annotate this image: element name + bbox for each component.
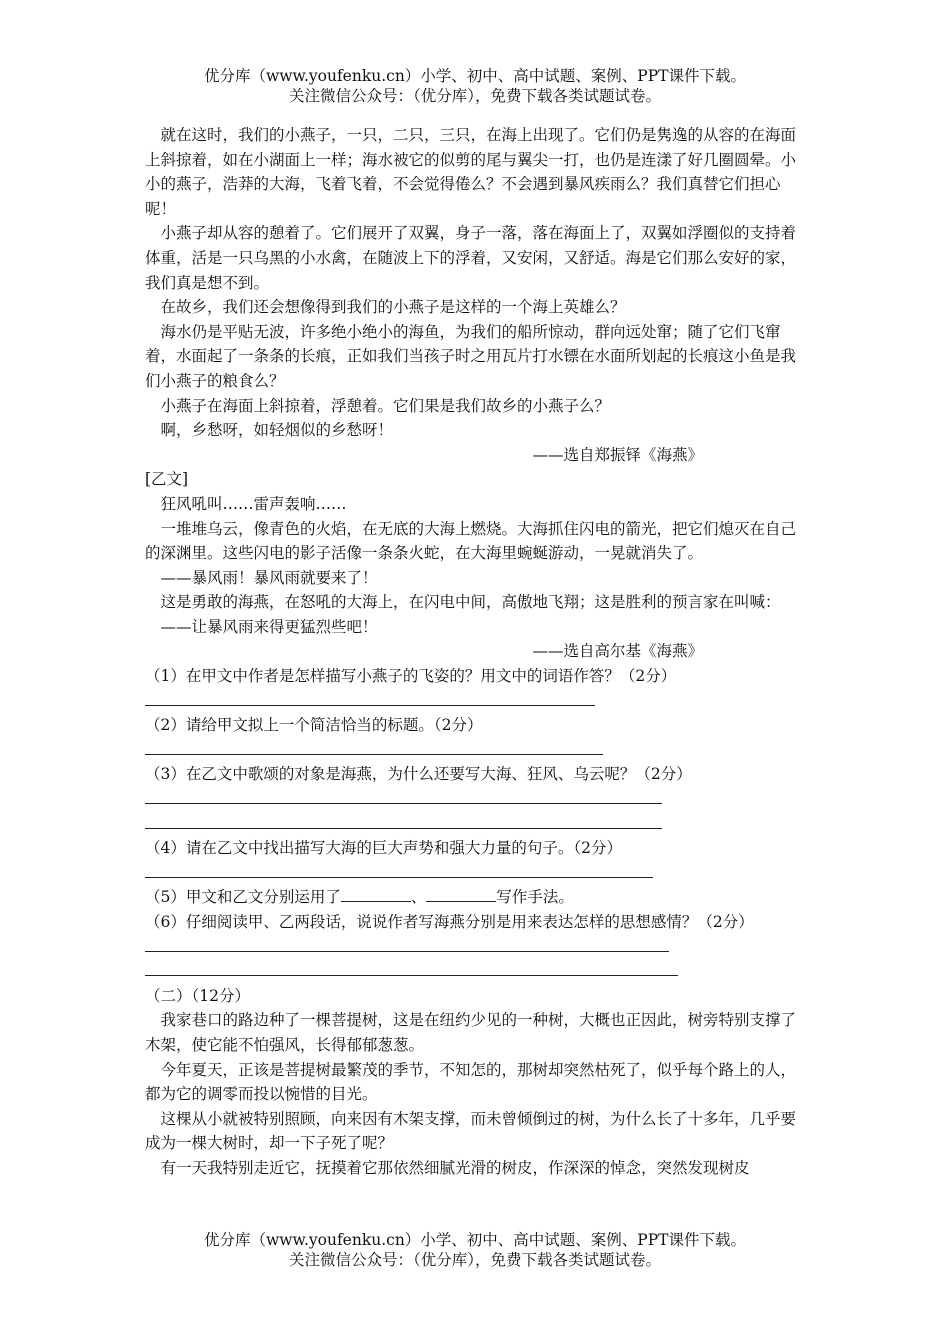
footer-line-1: 优分库（www.youfenku.cn）小学、初中、高中试题、案例、PPT课件下载。 — [203, 1231, 747, 1249]
question-5-text-c: 写作手法。 — [496, 888, 574, 907]
question-5-text-a: （5）甲文和乙文分别运用了 — [145, 888, 341, 907]
part2-paragraph-1: 我家巷口的路边种了一棵菩提树，这是在纽约少见的一种树，大概也正因此，树旁特别支撑了木架，使它能不怕强风，长得郁郁葱葱。 — [145, 1011, 797, 1054]
blank-5a[interactable] — [341, 887, 411, 902]
part2-paragraph-3: 这棵从小就被特别照顾，向来因有木架支撑，而未曾倾倒过的树，为什么长了十多年，几乎要成为一棵大树时，却一下子死了呢？ — [145, 1109, 797, 1153]
question-5-text-b: 、 — [410, 888, 427, 907]
question-1: （1）在甲文中作者是怎样描写小燕子的飞姿的？用文中的词语作答？（2分） — [145, 667, 677, 686]
footer-line-2: 关注微信公众号：（优分库），免费下载各类试题试卷。 — [288, 1251, 661, 1269]
jia-paragraph-1: 就在这时，我们的小燕子，一只，二只，三只，在海上出现了。它们仍是隽逸的从容的在海面上斜掠着，如在小湖面上一样；海水被它的似剪的尾与翼尖一打，也仍是连漾了好几圈圆晕。小小的燕子，浩莽的大海，飞着飞着，不会觉得倦么？不会遇到暴风疾雨么？我们真替它们担心呢！ — [145, 126, 797, 218]
question-3: （3）在乙文中歌颂的对象是海燕，为什么还要写大海、狂风、乌云呢？（2分） — [145, 765, 692, 784]
answer-line-2[interactable] — [145, 738, 805, 763]
yi-paragraph-5: ——让暴风雨来得更猛烈些吧！ — [160, 617, 378, 636]
answer-line-6b[interactable] — [145, 959, 805, 984]
page-footer — [0, 1230, 950, 1270]
yi-paragraph-4: 这是勇敢的海燕，在怒吼的大海上，在闪电中间，高傲地飞翔；这是胜利的预言家在叫喊： — [160, 593, 781, 612]
question-2: （2）请给甲文拟上一个简洁恰当的标题。（2分） — [145, 716, 483, 735]
question-6: （6）仔细阅读甲、乙两段话，说说作者写海燕分别是用来表达怎样的思想感情？（2分） — [145, 913, 754, 931]
yi-source: ——选自高尔基《海燕》 — [532, 642, 703, 661]
document-body — [145, 123, 805, 1181]
part2-heading: （二）（12分） — [145, 986, 250, 1005]
jia-source: ——选自郑振铎《海燕》 — [532, 445, 703, 464]
answer-line-1[interactable] — [145, 689, 805, 714]
question-4: （4）请在乙文中找出描写大海的巨大声势和强大力量的句子。（2分） — [145, 839, 622, 858]
header-line-1: 优分库（www.youfenku.cn）小学、初中、高中试题、案例、PPT课件下载。 — [203, 67, 747, 85]
yi-label: [乙文] — [145, 470, 189, 489]
answer-line-3b[interactable] — [145, 812, 805, 837]
yi-paragraph-1: 狂风吼叫……雷声轰响…… — [160, 494, 347, 513]
answer-line-3a[interactable] — [145, 787, 805, 812]
yi-paragraph-2: 一堆堆乌云，像青色的火焰，在无底的大海上燃烧。大海抓住闪电的箭光，把它们熄灭在自己的深渊里。这些闪电的影子活像一条条火蛇，在大海里蜿蜒游动，一晃就消失了。 — [145, 519, 797, 563]
jia-paragraph-6: 啊，乡愁呀，如轻烟似的乡愁呀！ — [160, 421, 394, 440]
question-5 — [145, 885, 805, 910]
page-header — [0, 66, 950, 106]
jia-paragraph-3: 在故乡，我们还会想像得到我们的小燕子是这样的一个海上英雄么？ — [160, 298, 626, 317]
header-line-2: 关注微信公众号：（优分库），免费下载各类试题试卷。 — [288, 87, 661, 105]
blank-5b[interactable] — [426, 887, 496, 902]
answer-line-4[interactable] — [145, 861, 805, 886]
yi-paragraph-3: ——暴风雨！暴风雨就要来了！ — [160, 568, 378, 587]
part2-paragraph-2: 今年夏天，正该是菩提树最繁茂的季节，不知怎的，那树却突然枯死了，似乎每个路上的人，都为它的调零而投以惋惜的目光。 — [145, 1060, 797, 1104]
part2-paragraph-4: 有一天我特别走近它，抚摸着它那依然细腻光滑的树皮，作深深的悼念，突然发现树皮 — [160, 1158, 750, 1177]
jia-paragraph-2: 小燕子却从容的憩着了。它们展开了双翼，身子一落，落在海面上了，双翼如浮圈似的支持着体重，活是一只乌黑的小水禽，在随波上下的浮着，又安闲，又舒适。海是它们那么安好的家，我们真是想不到。 — [145, 224, 797, 292]
jia-paragraph-5: 小燕子在海面上斜掠着，浮憩着。它们果是我们故乡的小燕子么？ — [160, 396, 611, 415]
answer-line-6a[interactable] — [145, 935, 805, 960]
jia-paragraph-4: 海水仍是平贴无波，许多绝小绝小的海鱼，为我们的船所惊动，群向远处窜；随了它们飞窜着，水面起了一条条的长痕，正如我们当孩子时之用瓦片打水镖在水面所划起的长痕这小鱼是我们小燕子的粮食么？ — [145, 322, 797, 390]
